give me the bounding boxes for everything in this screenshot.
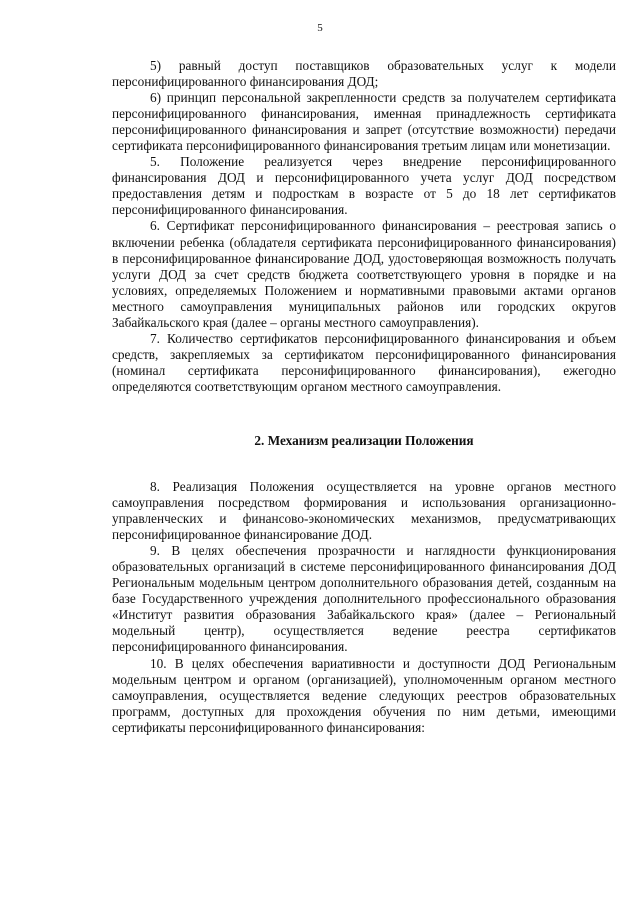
paragraph-clause-10: 10. В целях обеспечения вариативности и доступности ДОД Региональным модельным центром и органом (организацией), уполномоченным органом местного самоуправления, осуществляется ведение следующих реестров образовательных программ, доступных для прохождения обучения по ним детьми, имеющими сертификаты персонифицированного финансирования: — [112, 655, 616, 735]
spacer — [112, 449, 616, 479]
page-number: 5 — [317, 22, 323, 34]
paragraph-clause-8: 8. Реализация Положения осуществляется на уровне органов местного самоуправления посредством формирования и использования организационно-управленческих и финансово-экономических механизмов, предусматривающих персонифицированное финансирование ДОД. — [112, 478, 616, 543]
paragraph-clause-5: 5. Положение реализуется через внедрение персонифицированного финансирования ДОД и персонифицированного учета услуг ДОД посредством предоставления детям и подросткам в возрасте от 5 до 18 лет сертификатов персонифицированного финансирования. — [112, 154, 616, 218]
paragraph-item-6: 6) принцип персональной закрепленности средств за получателем сертификата персонифицированного финансирования, именная принадлежность сертификата персонифицированного финансирования и запрет (отсутствие возможности) передачи сертификата персонифицированного финансирования третьим лицам или монетизации. — [112, 90, 616, 154]
spacer — [112, 395, 616, 433]
paragraph-item-5: 5) равный доступ поставщиков образовательных услуг к модели персонифицированного финансирования ДОД; — [112, 58, 616, 90]
section-heading: 2. Механизм реализации Положения — [254, 432, 474, 448]
paragraph-clause-7: 7. Количество сертификатов персонифицированного финансирования и объем средств, закрепляемых за сертификатом персонифицированного финансирования (номинал сертификата персонифицированного финансирования), ежегодно определяются соответствующим органом местного самоуправления. — [112, 330, 616, 394]
paragraph-clause-9: 9. В целях обеспечения прозрачности и наглядности функционирования образовательных организаций в системе персонифицированного финансирования ДОД Региональным модельным центром дополнительного образования детей, созданным на базе Государственного учреждения дополнительного профессионального образования «Институт развития образования Забайкальского края» (далее – Региональный модельный центр), осуществляется ведение реестра сертификатов персонифицированного финансирования. — [112, 543, 616, 655]
document-body — [112, 58, 616, 736]
paragraph-clause-6: 6. Сертификат персонифицированного финансирования – реестровая запись о включении ребенка (обладателя сертификата персонифицированного финансирования) в персонифицированное финансирование ДОД, удостоверяющая возможность получать услуги ДОД за счет средств бюджета соответствующего уровня в порядке и на условиях, определяемых Положением и нормативными правовыми актами органов местного самоуправления муниципальных районов или городских округов Забайкальского края (далее – органы местного самоуправления). — [112, 218, 616, 330]
